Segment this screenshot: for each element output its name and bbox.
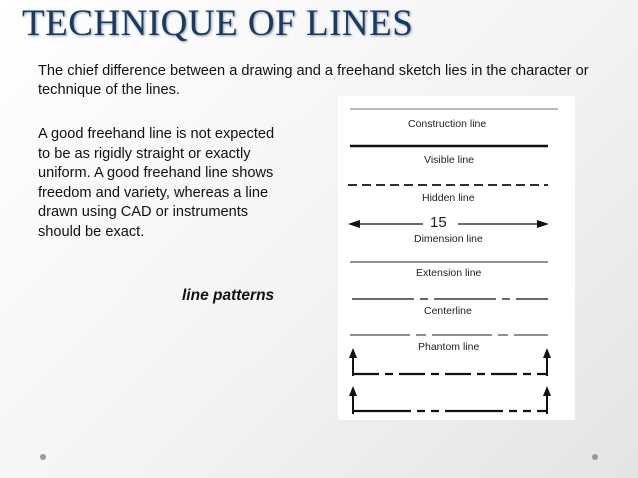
body-paragraph: A good freehand line is not expected to be as rigidly straight or exactly uniform. A good freehand line shows freedom and variety, whereas a line drawn using CAD or instruments should be exact.	[38, 126, 275, 240]
dimension-line-label: Dimension line	[414, 233, 483, 245]
line-patterns-drawing	[338, 96, 575, 420]
construction-line-label: Construction line	[408, 118, 487, 130]
slide-dot-right	[592, 454, 598, 460]
line-patterns-figure	[338, 96, 575, 420]
phantom-line-label: Phantom line	[418, 341, 480, 353]
slide-dot-left	[40, 454, 46, 460]
phantom-line-lower	[349, 386, 551, 414]
visible-line-label: Visible line	[424, 154, 475, 166]
hidden-line-label: Hidden line	[422, 192, 475, 204]
intro-paragraph: The chief difference between a drawing and a freehand sketch lies in the character or technique of the lines.	[38, 63, 589, 98]
slide-title: TECHNIQUE OF LINES	[22, 3, 414, 44]
extension-line-label: Extension line	[416, 267, 482, 279]
centerline-label: Centerline	[424, 305, 472, 317]
dimension-line	[348, 220, 549, 228]
dimension-value: 15	[430, 214, 447, 231]
figure-caption: line patterns	[182, 287, 275, 304]
